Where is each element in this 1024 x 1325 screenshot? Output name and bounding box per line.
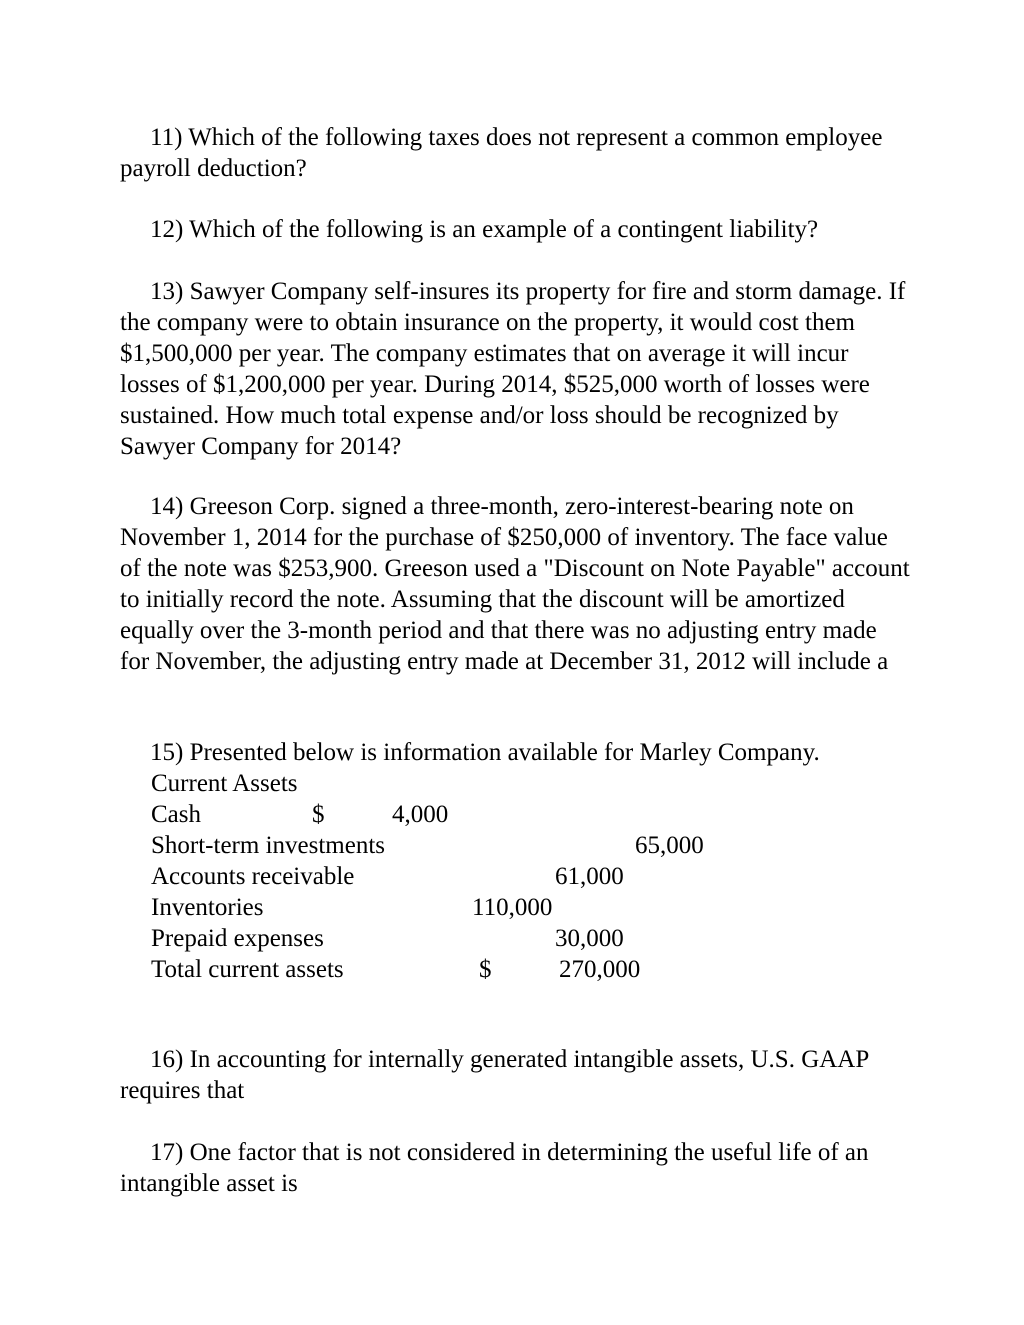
question-11: 11) Which of the following taxes does not represent a common employee payroll deduction? bbox=[120, 124, 883, 182]
total-current-assets-label: Total current assets bbox=[151, 956, 344, 983]
question-14: 14) Greeson Corp. signed a three-month, zero-interest-bearing note on November 1, 2014 for the purchase of $250,000 of inventory. The face value of the note was $253,900. Greeson used a "Discount on Note Payable" account to initially record the note. Assuming that the discount will be amortized equally over the 3-month period and that there was no adjusting entry made for November, the adjusting entry made at December 31, 2012 will include a bbox=[120, 493, 910, 675]
table-heading: Current Assets bbox=[151, 770, 298, 797]
inventories-label: Inventories bbox=[151, 894, 264, 921]
question-15: 15) Presented below is information available for Marley Company. bbox=[150, 739, 820, 766]
inventories-value: 110,000 bbox=[472, 894, 553, 921]
short-term-investments-value: 65,000 bbox=[635, 832, 704, 859]
prepaid-expenses-label: Prepaid expenses bbox=[151, 925, 324, 952]
short-term-investments-label: Short-term investments bbox=[151, 832, 385, 859]
question-17: 17) One factor that is not considered in determining the useful life of an intangible asset is bbox=[120, 1139, 869, 1197]
question-16: 16) In accounting for internally generated intangible assets, U.S. GAAP requires that bbox=[120, 1046, 869, 1104]
cash-label: Cash bbox=[151, 801, 201, 828]
total-current-assets-value: 270,000 bbox=[559, 956, 641, 983]
total-dollar-sign: $ bbox=[479, 956, 492, 983]
prepaid-expenses-value: 30,000 bbox=[555, 925, 624, 952]
cash-value: 4,000 bbox=[392, 801, 449, 828]
cash-dollar-sign: $ bbox=[312, 801, 325, 828]
question-13: 13) Sawyer Company self-insures its property for fire and storm damage. If the company were to obtain insurance on the property, it would cost them $1,500,000 per year. The company estimates that on average it will incur losses of $1,200,000 per year. During 2014, $525,000 worth of losses were sustained. How much total expense and/or loss should be recognized by Sawyer Company for 2014? bbox=[120, 278, 906, 460]
accounts-receivable-value: 61,000 bbox=[555, 863, 624, 890]
question-12: 12) Which of the following is an example of a contingent liability? bbox=[150, 216, 819, 243]
accounts-receivable-label: Accounts receivable bbox=[151, 863, 355, 890]
marley-current-assets-table bbox=[0, 768, 1024, 988]
